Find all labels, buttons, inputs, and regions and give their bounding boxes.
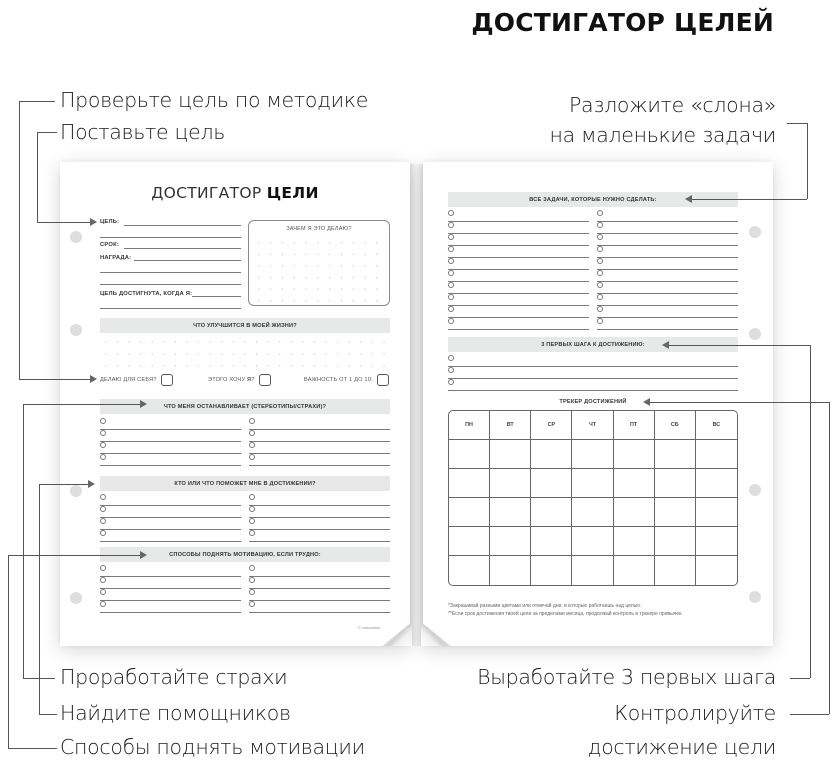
- tracker-cell[interactable]: [572, 469, 613, 498]
- task-row[interactable]: [448, 282, 589, 294]
- circle-checkbox-icon[interactable]: [597, 246, 603, 252]
- task-row[interactable]: [597, 246, 738, 258]
- tracker-title: ТРЕКЕР ДОСТИЖЕНИЙ: [559, 399, 627, 405]
- connector-line: [692, 199, 807, 200]
- tracker-cell[interactable]: [614, 527, 655, 556]
- tracker-cell[interactable]: [696, 440, 737, 469]
- circle-checkbox-icon[interactable]: [448, 379, 454, 385]
- circle-checkbox-icon[interactable]: [448, 318, 454, 324]
- page-curl: [382, 622, 412, 646]
- checklist-row[interactable]: [249, 530, 390, 542]
- tracker-cell[interactable]: [449, 469, 490, 498]
- goal-label: ЦЕЛЬ:: [100, 219, 120, 225]
- circle-checkbox-icon[interactable]: [100, 577, 106, 583]
- checklist-row[interactable]: [100, 454, 241, 466]
- achievement-tracker-grid: [448, 410, 738, 586]
- tracker-cell[interactable]: [531, 498, 572, 527]
- circle-checkbox-icon[interactable]: [249, 442, 255, 448]
- main-title: ДОСТИГАТОР ЦЕЛЕЙ: [471, 8, 774, 37]
- tracker-cell[interactable]: [572, 498, 613, 527]
- tracker-cell[interactable]: [572, 440, 613, 469]
- circle-checkbox-icon[interactable]: [100, 442, 106, 448]
- binder-hole: [70, 231, 82, 243]
- circle-checkbox-icon[interactable]: [249, 589, 255, 595]
- page-curl: [421, 622, 451, 646]
- day-header-sat: СБ: [655, 411, 696, 440]
- day-header-thu: ЧТ: [572, 411, 613, 440]
- section-helpers: КТО ИЛИ ЧТО ПОМОЖЕТ МНЕ В ДОСТИЖЕНИИ?: [100, 476, 390, 491]
- section-first-steps: 3 ПЕРВЫХ ШАГА К ДОСТИЖЕНИЮ:: [448, 337, 738, 352]
- achieved-input-line-2[interactable]: [100, 308, 241, 309]
- circle-checkbox-icon[interactable]: [448, 294, 454, 300]
- circle-checkbox-icon[interactable]: [597, 294, 603, 300]
- tracker-cell[interactable]: [696, 527, 737, 556]
- section-improve-life: ЧТО УЛУЧШИТСЯ В МОЕЙ ЖИЗНИ?: [100, 318, 390, 333]
- arrow-left-icon: [643, 398, 650, 406]
- reward-label: НАГРАДА:: [100, 255, 132, 261]
- callout-check-goal: Проверьте цель по методике: [60, 88, 369, 112]
- arrow-right-icon: [90, 375, 97, 383]
- task-row[interactable]: [597, 270, 738, 282]
- tracker-cell[interactable]: [655, 556, 696, 585]
- tracker-cell[interactable]: [490, 469, 531, 498]
- callout-first-steps: Выработайте 3 первых шага: [477, 665, 776, 689]
- connector-line: [787, 123, 807, 124]
- question-i-want: ЭТОГО ХОЧУ Я?: [208, 374, 271, 386]
- task-row[interactable]: [448, 234, 589, 246]
- checklist-row[interactable]: [249, 430, 390, 442]
- circle-checkbox-icon[interactable]: [448, 222, 454, 228]
- deadline-input-line[interactable]: [124, 248, 241, 249]
- task-row[interactable]: [448, 246, 589, 258]
- checklist-row[interactable]: [100, 506, 241, 518]
- circle-checkbox-icon[interactable]: [100, 565, 106, 571]
- checklist-row[interactable]: [249, 565, 390, 577]
- tracker-cell[interactable]: [449, 527, 490, 556]
- circle-checkbox-icon[interactable]: [597, 306, 603, 312]
- circle-checkbox-icon[interactable]: [597, 222, 603, 228]
- task-row[interactable]: [597, 210, 738, 222]
- circle-checkbox-icon[interactable]: [100, 506, 106, 512]
- tracker-cell[interactable]: [531, 440, 572, 469]
- tracker-cell[interactable]: [572, 556, 613, 585]
- tracker-cell[interactable]: [490, 498, 531, 527]
- connector-line: [19, 101, 20, 379]
- checklist-row[interactable]: [249, 601, 390, 613]
- circle-checkbox-icon[interactable]: [597, 318, 603, 324]
- checklist-row[interactable]: [249, 442, 390, 454]
- circle-checkbox-icon[interactable]: [597, 282, 603, 288]
- circle-checkbox-icon[interactable]: [249, 454, 255, 460]
- tracker-cell[interactable]: [655, 469, 696, 498]
- circle-checkbox-icon[interactable]: [100, 589, 106, 595]
- tracker-cell[interactable]: [531, 527, 572, 556]
- tracker-cell[interactable]: [696, 469, 737, 498]
- callout-control-line2: достижение цели: [587, 735, 776, 759]
- circle-checkbox-icon[interactable]: [448, 306, 454, 312]
- circle-checkbox-icon[interactable]: [249, 577, 255, 583]
- circle-checkbox-icon[interactable]: [597, 258, 603, 264]
- circle-checkbox-icon[interactable]: [448, 367, 454, 373]
- checklist-row[interactable]: [249, 506, 390, 518]
- tracker-cell[interactable]: [614, 556, 655, 585]
- footnote-1: *Закрашивай разными цветами или отмечай дни, в которые работаешь над целью.: [448, 603, 642, 609]
- step-row[interactable]: [448, 367, 738, 379]
- connector-line: [39, 714, 57, 715]
- circle-checkbox-icon[interactable]: [448, 258, 454, 264]
- reward-input-line-3[interactable]: [100, 284, 241, 285]
- connector-line: [19, 379, 91, 380]
- circle-checkbox-icon[interactable]: [249, 601, 255, 607]
- circle-checkbox-icon[interactable]: [597, 234, 603, 240]
- checklist-row[interactable]: [249, 494, 390, 506]
- why-box[interactable]: [248, 220, 390, 306]
- goal-input-line[interactable]: [124, 225, 241, 226]
- achieved-input-line[interactable]: [192, 296, 241, 297]
- step-row[interactable]: [448, 355, 738, 367]
- checklist-row[interactable]: [100, 430, 241, 442]
- question-for-myself: ДЕЛАЮ ДЛЯ СЕБЯ?: [100, 374, 173, 386]
- connector-line: [37, 132, 57, 133]
- dot-grid: [253, 237, 387, 303]
- task-row[interactable]: [448, 270, 589, 282]
- tracker-cell[interactable]: [449, 556, 490, 585]
- checklist-row[interactable]: [100, 442, 241, 454]
- task-row[interactable]: [597, 306, 738, 318]
- circle-checkbox-icon[interactable]: [448, 270, 454, 276]
- achieved-when-label: ЦЕЛЬ ДОСТИГНУТА, КОГДА Я:: [100, 291, 193, 297]
- binder-hole: [70, 485, 82, 497]
- circle-checkbox-icon[interactable]: [100, 494, 106, 500]
- circle-checkbox-icon[interactable]: [597, 270, 603, 276]
- callout-set-goal: Поставьте цель: [60, 120, 226, 144]
- step-row[interactable]: [448, 379, 738, 391]
- tracker-cell[interactable]: [614, 440, 655, 469]
- circle-checkbox-icon[interactable]: [249, 530, 255, 536]
- checklist-row[interactable]: [249, 589, 390, 601]
- connector-line: [8, 555, 140, 556]
- task-row[interactable]: [597, 258, 738, 270]
- checklist-row[interactable]: [100, 530, 241, 542]
- task-row[interactable]: [597, 318, 738, 330]
- connector-line: [790, 714, 829, 715]
- binder-hole: [749, 328, 761, 340]
- callout-control-line1: Контролируйте: [614, 701, 776, 725]
- tracker-cell[interactable]: [696, 498, 737, 527]
- circle-checkbox-icon[interactable]: [249, 506, 255, 512]
- checklist-row[interactable]: [100, 601, 241, 613]
- day-header-wed: СР: [531, 411, 572, 440]
- arrow-right-icon: [140, 551, 147, 559]
- checklist-row[interactable]: [100, 418, 241, 430]
- circle-checkbox-icon[interactable]: [448, 282, 454, 288]
- connector-line: [37, 222, 91, 223]
- i-want-checkbox[interactable]: [259, 374, 271, 386]
- connector-line: [810, 345, 811, 678]
- task-row[interactable]: [597, 222, 738, 234]
- circle-checkbox-icon[interactable]: [249, 430, 255, 436]
- connector-line: [650, 402, 829, 403]
- task-row[interactable]: [597, 282, 738, 294]
- deadline-label: СРОК:: [100, 242, 119, 248]
- section-all-tasks: ВСЕ ЗАДАЧИ, КОТОРЫЕ НУЖНО СДЕЛАТЬ:: [448, 192, 738, 207]
- footnote-2: **Если срок достижения твоей цели за пределами месяца, продолжай контроль в трекере привычек.: [448, 611, 683, 617]
- connector-line: [669, 345, 810, 346]
- circle-checkbox-icon[interactable]: [448, 210, 454, 216]
- arrow-right-icon: [140, 400, 147, 408]
- connector-line: [790, 678, 810, 679]
- day-header-mon: ПН: [449, 411, 490, 440]
- tracker-cell[interactable]: [572, 527, 613, 556]
- connector-line: [23, 404, 140, 405]
- checklist-row[interactable]: [249, 577, 390, 589]
- circle-checkbox-icon[interactable]: [100, 430, 106, 436]
- arrow-left-icon: [685, 195, 692, 203]
- arrow-right-icon: [88, 480, 95, 488]
- section-motivation: СПОСОБЫ ПОДНЯТЬ МОТИВАЦИЮ, ЕСЛИ ТРУДНО:: [100, 547, 390, 562]
- checklist-row[interactable]: [100, 577, 241, 589]
- circle-checkbox-icon[interactable]: [100, 530, 106, 536]
- copyright-text: © notsanktas: [357, 626, 380, 630]
- task-row[interactable]: [448, 210, 589, 222]
- worksheet-title: ДОСТИГАТОР ЦЕЛИ: [151, 184, 319, 202]
- right-page: [423, 162, 773, 646]
- tracker-cell[interactable]: [696, 556, 737, 585]
- binder-hole: [70, 592, 82, 604]
- binder-hole: [749, 226, 761, 238]
- connector-line: [39, 484, 89, 485]
- tracker-cell[interactable]: [449, 440, 490, 469]
- circle-checkbox-icon[interactable]: [249, 565, 255, 571]
- connector-line: [807, 123, 808, 199]
- tracker-cell[interactable]: [531, 469, 572, 498]
- circle-checkbox-icon[interactable]: [100, 601, 106, 607]
- task-row[interactable]: [597, 234, 738, 246]
- why-box-title: ЗАЧЕМ Я ЭТО ДЕЛАЮ?: [286, 226, 352, 232]
- tracker-cell[interactable]: [655, 440, 696, 469]
- callout-elephant-line1: Разложите «слона»: [568, 93, 776, 117]
- circle-checkbox-icon[interactable]: [249, 418, 255, 424]
- tracker-cell[interactable]: [655, 498, 696, 527]
- circle-checkbox-icon[interactable]: [448, 246, 454, 252]
- connector-line: [37, 132, 38, 222]
- binder-hole: [749, 484, 761, 496]
- improve-dot-grid[interactable]: [100, 336, 390, 372]
- tracker-cell[interactable]: [614, 469, 655, 498]
- checklist-row[interactable]: [100, 494, 241, 506]
- book-spine: [410, 164, 423, 646]
- task-row[interactable]: [448, 258, 589, 270]
- circle-checkbox-icon[interactable]: [249, 494, 255, 500]
- circle-checkbox-icon[interactable]: [100, 418, 106, 424]
- task-row[interactable]: [448, 306, 589, 318]
- task-row[interactable]: [448, 294, 589, 306]
- task-row[interactable]: [448, 222, 589, 234]
- tracker-cell[interactable]: [531, 556, 572, 585]
- circle-checkbox-icon[interactable]: [100, 518, 106, 524]
- tracker-cell[interactable]: [490, 440, 531, 469]
- circle-checkbox-icon[interactable]: [100, 454, 106, 460]
- callout-helpers: Найдите помощников: [60, 701, 291, 725]
- callout-elephant-line2: на маленькие задачи: [549, 123, 776, 147]
- checklist-row[interactable]: [100, 565, 241, 577]
- circle-checkbox-icon[interactable]: [448, 234, 454, 240]
- checklist-row[interactable]: [100, 518, 241, 530]
- tracker-cell[interactable]: [655, 527, 696, 556]
- question-importance: ВАЖНОСТЬ ОТ 1 ДО 10:: [304, 374, 389, 386]
- connector-line: [8, 748, 57, 749]
- checklist-row[interactable]: [249, 518, 390, 530]
- reward-input-line[interactable]: [134, 260, 241, 261]
- checklist-row[interactable]: [249, 454, 390, 466]
- for-myself-checkbox[interactable]: [161, 374, 173, 386]
- goal-input-line-2[interactable]: [100, 237, 241, 238]
- checklist-row[interactable]: [249, 418, 390, 430]
- binder-hole: [749, 591, 761, 603]
- task-row[interactable]: [448, 318, 589, 330]
- circle-checkbox-icon[interactable]: [448, 355, 454, 361]
- circle-checkbox-icon[interactable]: [249, 518, 255, 524]
- arrow-right-icon: [90, 218, 97, 226]
- reward-input-line-2[interactable]: [100, 272, 241, 273]
- callout-motivation: Способы поднять мотивации: [60, 735, 365, 759]
- importance-input-box[interactable]: [377, 374, 389, 386]
- connector-line: [829, 402, 830, 714]
- callout-fears: Проработайте страхи: [60, 665, 288, 689]
- day-header-fri: ПТ: [614, 411, 655, 440]
- tracker-cell[interactable]: [614, 498, 655, 527]
- circle-checkbox-icon[interactable]: [597, 210, 603, 216]
- connector-line: [8, 555, 9, 748]
- tracker-cell[interactable]: [449, 498, 490, 527]
- arrow-left-icon: [662, 341, 669, 349]
- tracker-cell[interactable]: [490, 527, 531, 556]
- connector-line: [19, 101, 55, 102]
- day-header-tue: ВТ: [490, 411, 531, 440]
- task-row[interactable]: [597, 294, 738, 306]
- connector-line: [39, 484, 40, 714]
- checklist-row[interactable]: [100, 589, 241, 601]
- connector-line: [23, 404, 24, 678]
- binder-hole: [70, 324, 82, 336]
- section-fears: ЧТО МЕНЯ ОСТАНАВЛИВАЕТ (СТЕРЕОТИПЫ/СТРАХИ)?: [100, 399, 390, 414]
- day-header-sun: ВС: [696, 411, 737, 440]
- tracker-cell[interactable]: [490, 556, 531, 585]
